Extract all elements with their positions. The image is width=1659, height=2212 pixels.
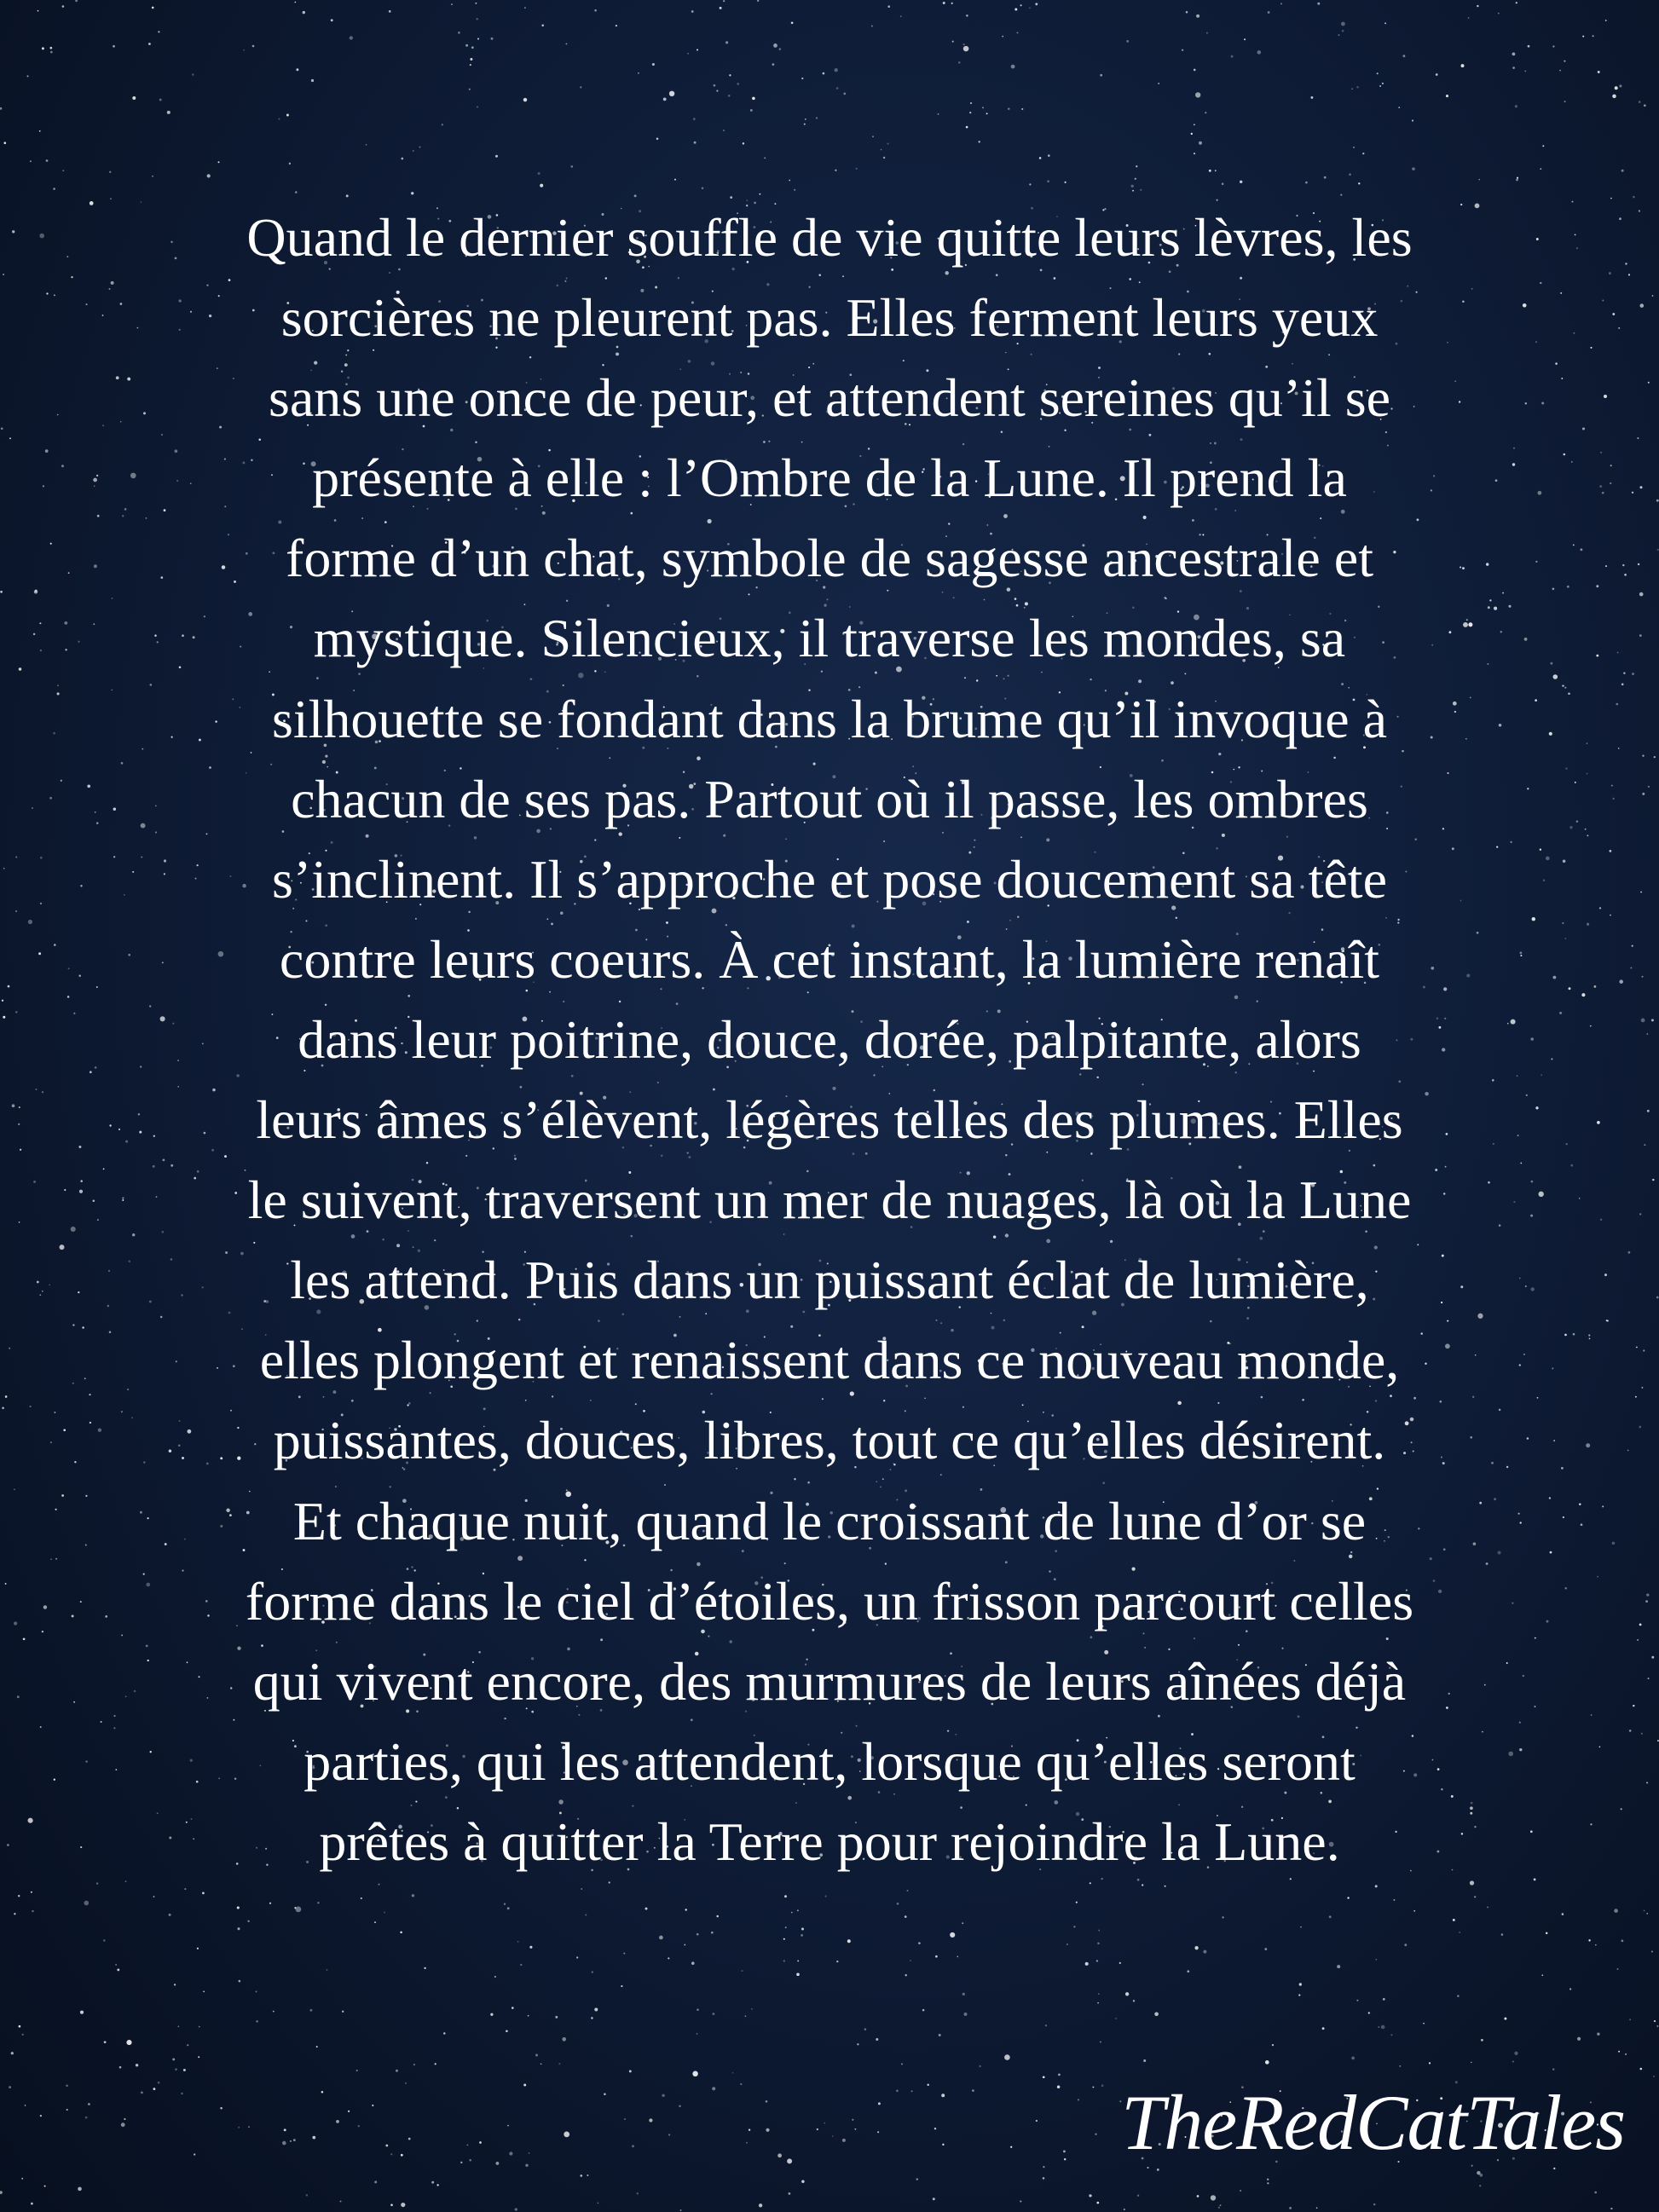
text-line: dans leur poitrine, douce, dorée, palpitante, alors xyxy=(298,1008,1361,1070)
text-line: le suivent, traversent un mer de nuages, là où la Lune xyxy=(247,1170,1412,1231)
text-line: mystique. Silencieux, il traverse les mondes, sa xyxy=(313,608,1346,669)
text-line: s’inclinent. Il s’approche et pose doucement sa tête xyxy=(272,848,1387,910)
text-line: elles plongent et renaissent dans ce nouveau monde, xyxy=(259,1330,1400,1391)
poem-text xyxy=(85,198,1574,1882)
text-line: leurs âmes s’élèvent, légères telles des plumes. Elles xyxy=(256,1089,1403,1151)
text-line: présente à elle : l’Ombre de la Lune. Il prend la xyxy=(312,448,1347,509)
text-line: forme d’un chat, symbole de sagesse ancestrale et xyxy=(286,528,1373,589)
text-line: silhouette se fondant dans la brume qu’il invoque à xyxy=(271,688,1388,749)
text-line: forme dans le ciel d’étoiles, un frisson parcourt celles xyxy=(245,1570,1414,1632)
text-line: prêtes à quitter la Terre pour rejoindre la Lune. xyxy=(319,1811,1340,1872)
text-line: Quand le dernier souffle de vie quitte leurs lèvres, les xyxy=(246,207,1413,268)
text-line: chacun de ses pas. Partout où il passe, les ombres xyxy=(291,768,1368,829)
text-line: sans une once de peur, et attendent sereines qu’il se xyxy=(268,367,1391,429)
author-signature: TheRedCatTales xyxy=(1121,2079,1625,2166)
text-line: Et chaque nuit, quand le croissant de lune d’or se xyxy=(292,1490,1367,1551)
text-line: puissantes, douces, libres, tout ce qu’elles désirent. xyxy=(273,1410,1386,1471)
text-line: les attend. Puis dans un puissant éclat de lumière, xyxy=(290,1250,1369,1311)
text-line: contre leurs coeurs. À cet instant, la lumière renaît xyxy=(279,928,1380,990)
text-line: sorcières ne pleurent pas. Elles ferment leurs yeux xyxy=(280,287,1379,349)
text-line: parties, qui les attendent, lorsque qu’elles seront xyxy=(303,1730,1356,1792)
text-line: qui vivent encore, des murmures de leurs aînées déjà xyxy=(252,1650,1407,1712)
